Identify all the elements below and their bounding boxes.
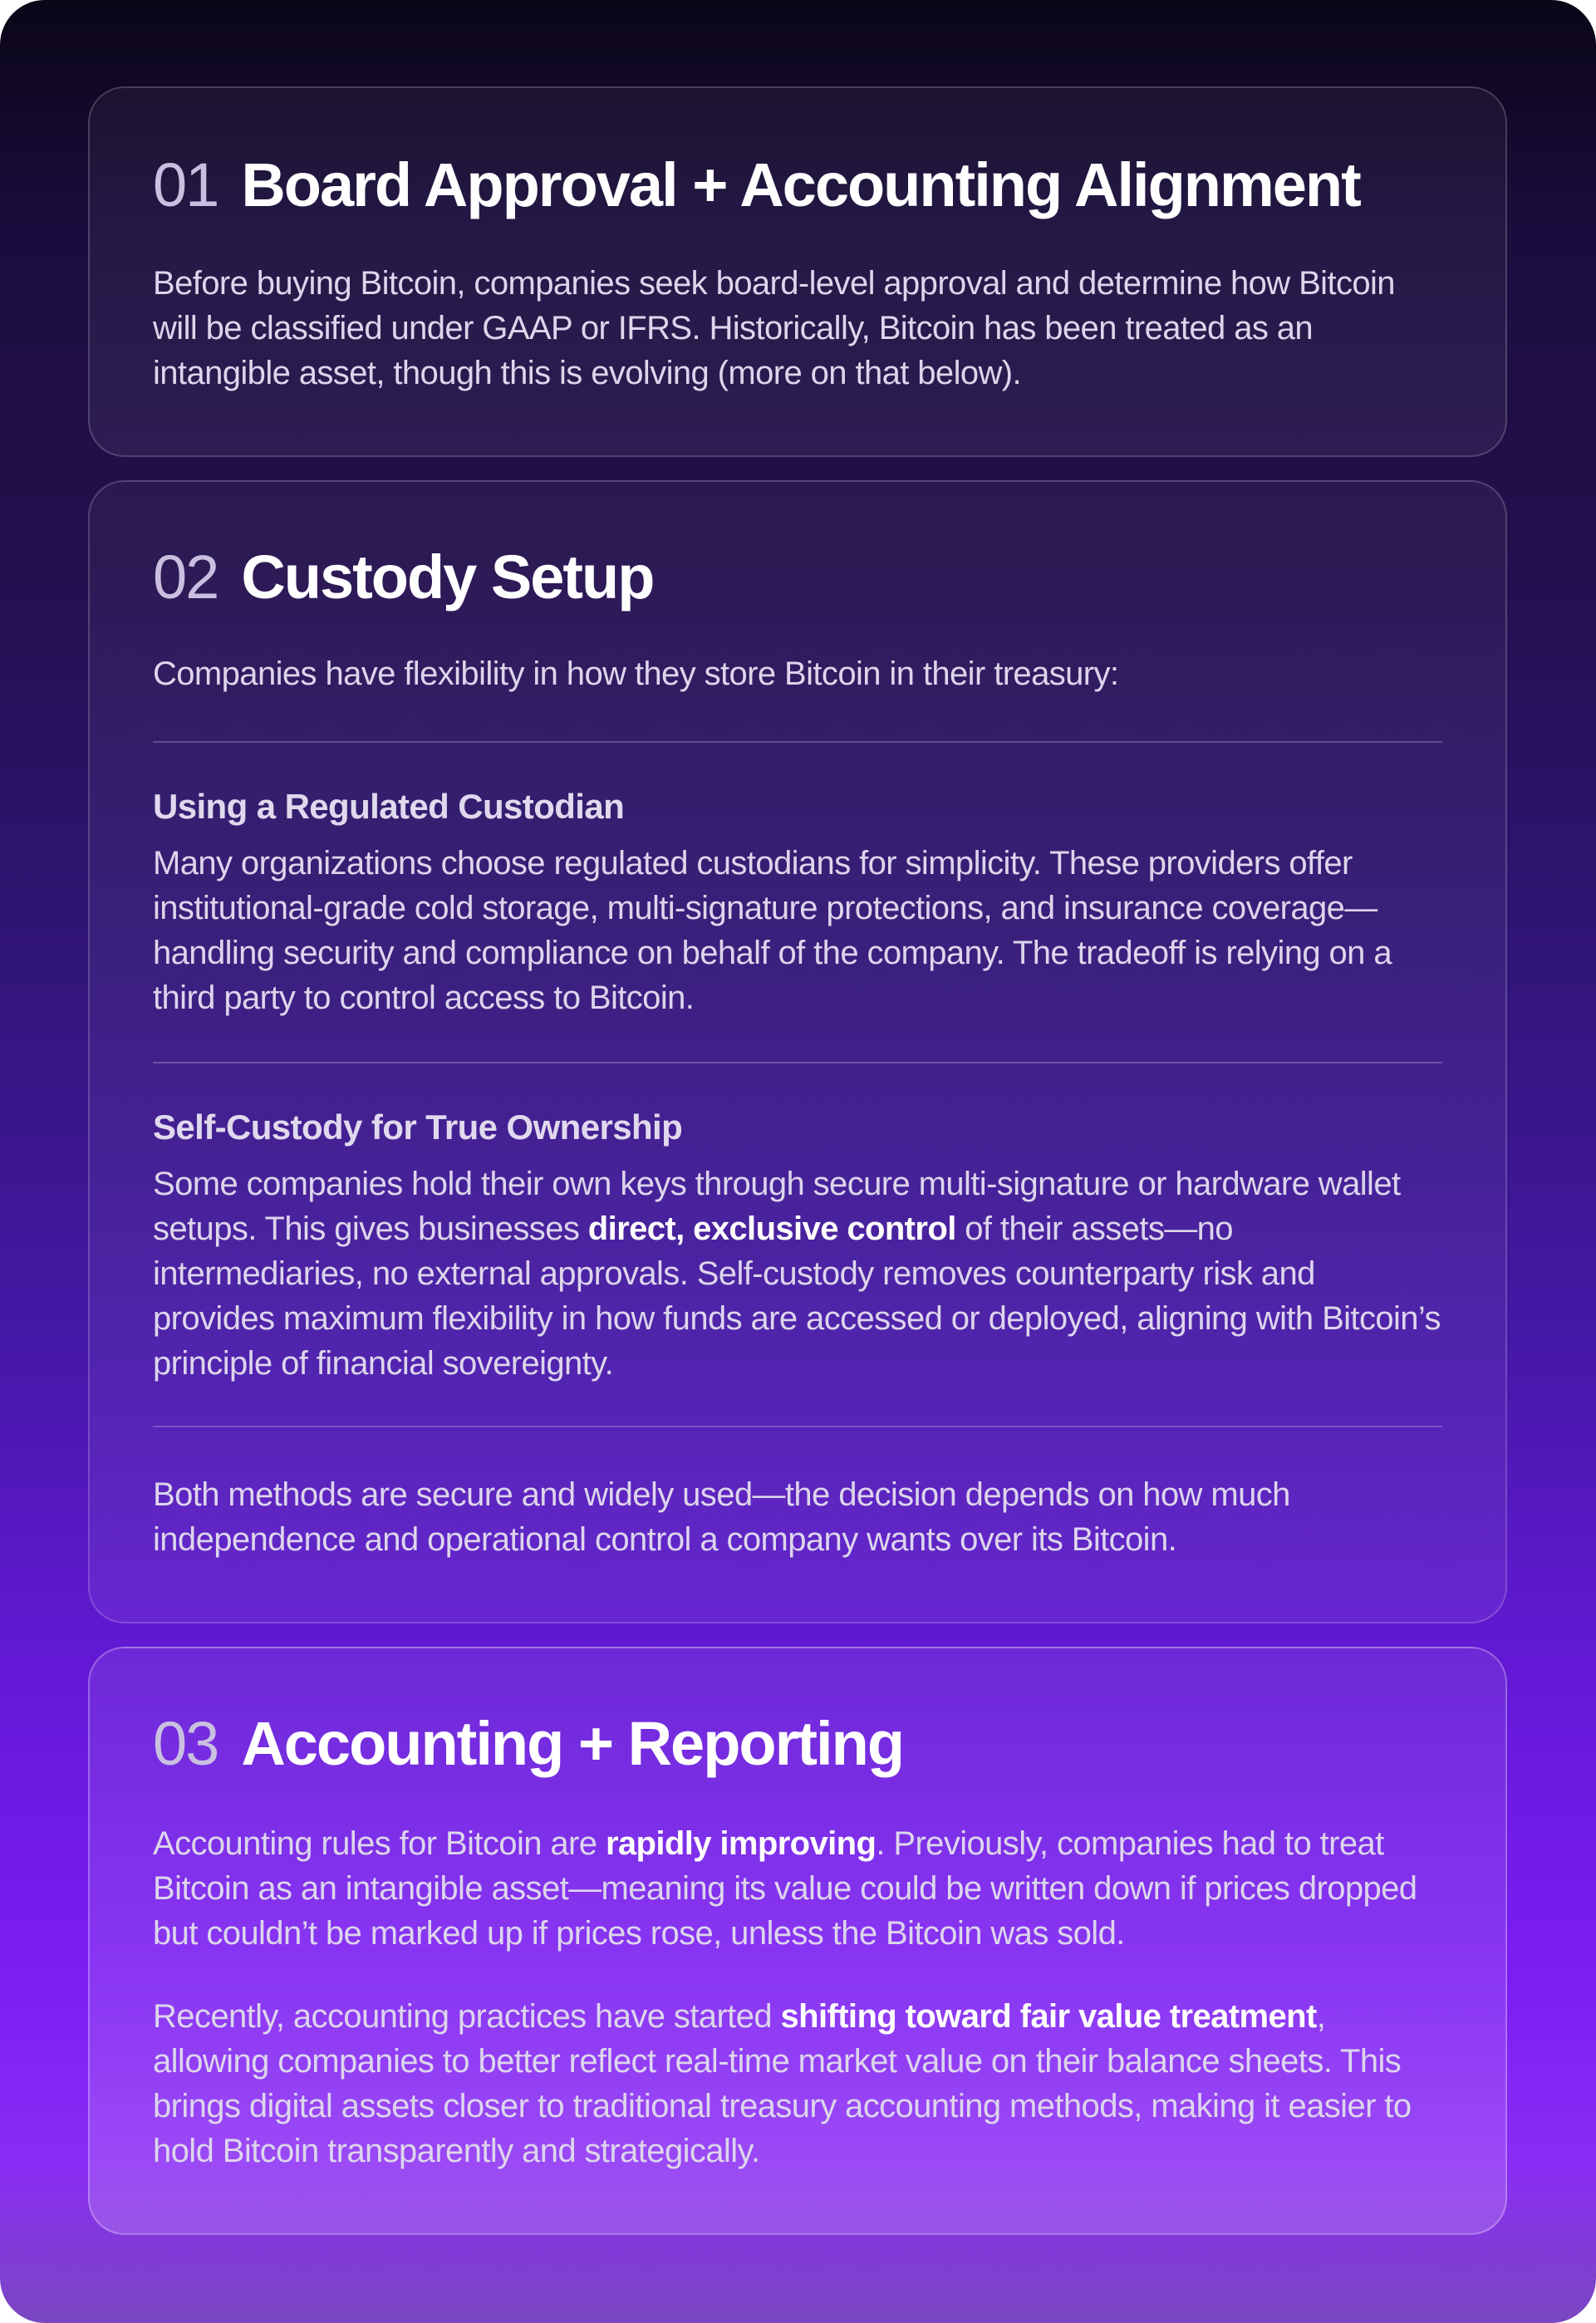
card-accounting-reporting xyxy=(88,1647,1507,2235)
card-conclusion: Both methods are secure and widely used—the decision depends on how much independence and operational control a company wants over its Bitcoin. xyxy=(153,1476,1290,1558)
section-text-custodian: Many organizations choose regulated custodians for simplicity. These providers offer institutional-grade cold storage, multi-signature protections, and insurance coverage—handling security and compliance on behalf of the company. The tradeoff is relying on a third party to control access to Bitcoin. xyxy=(153,845,1392,1016)
section-heading-self-custody: Self-Custody for True Ownership xyxy=(153,1107,683,1147)
section-heading-custodian: Using a Regulated Custodian xyxy=(153,787,625,826)
text-segment: Accounting rules for Bitcoin are xyxy=(153,1825,606,1862)
card-title xyxy=(153,150,1360,220)
card-title xyxy=(153,542,653,612)
card-intro: Companies have flexibility in how they store Bitcoin in their treasury: xyxy=(153,656,1119,692)
card-title-text: Board Approval + Accounting Alignment xyxy=(241,150,1360,219)
card-title-text: Custody Setup xyxy=(241,543,654,611)
card-paragraph xyxy=(153,1994,1442,2173)
text-segment: Recently, accounting practices have started xyxy=(153,1998,781,2035)
emphasis-text: rapidly improving xyxy=(605,1825,877,1862)
card-number: 03 xyxy=(153,1709,219,1778)
card-title xyxy=(153,1708,903,1779)
divider xyxy=(153,741,1442,743)
card-custody-setup xyxy=(88,480,1507,1623)
card-paragraph xyxy=(153,1821,1442,1956)
card-number: 01 xyxy=(153,150,219,219)
card-board-approval xyxy=(88,86,1507,457)
text-segment: of their assets—no intermediaries, no external approvals. Self-custody removes counterparty risk and provides maximum flexibility in how funds are accessed or deployed, aligning with Bitcoin’s principle of financial sovereignty. xyxy=(153,1211,1441,1382)
text-segment: Some companies hold their own keys through secure multi-signature or hardware wallet setups. This gives businesses xyxy=(153,1166,1401,1247)
text-segment: . Previously, companies had to treat Bitcoin as an intangible asset—meaning its value could be written down if prices dropped but couldn’t be marked up if prices rose, unless the Bitcoin was sold. xyxy=(153,1825,1417,1952)
card-title-text: Accounting + Reporting xyxy=(241,1709,904,1778)
emphasis-text: direct, exclusive control xyxy=(587,1211,956,1247)
text-segment: , allowing companies to better reflect real-time market value on their balance sheets. This brings digital assets closer to traditional treasury accounting methods, making it easier to hold Bitcoin transparently and strategically. xyxy=(153,1998,1412,2169)
divider xyxy=(153,1426,1442,1427)
card-paragraph: Before buying Bitcoin, companies seek board-level approval and determine how Bitcoin will be classified under GAAP or IFRS. Historically, Bitcoin has been treated as an intangible asset, though this is evolving (more on that below). xyxy=(153,265,1395,391)
emphasis-text: shifting toward fair value treatment xyxy=(780,1998,1317,2035)
card-number: 02 xyxy=(153,543,219,611)
section-text-self-custody xyxy=(153,1162,1442,1386)
divider xyxy=(153,1062,1442,1063)
